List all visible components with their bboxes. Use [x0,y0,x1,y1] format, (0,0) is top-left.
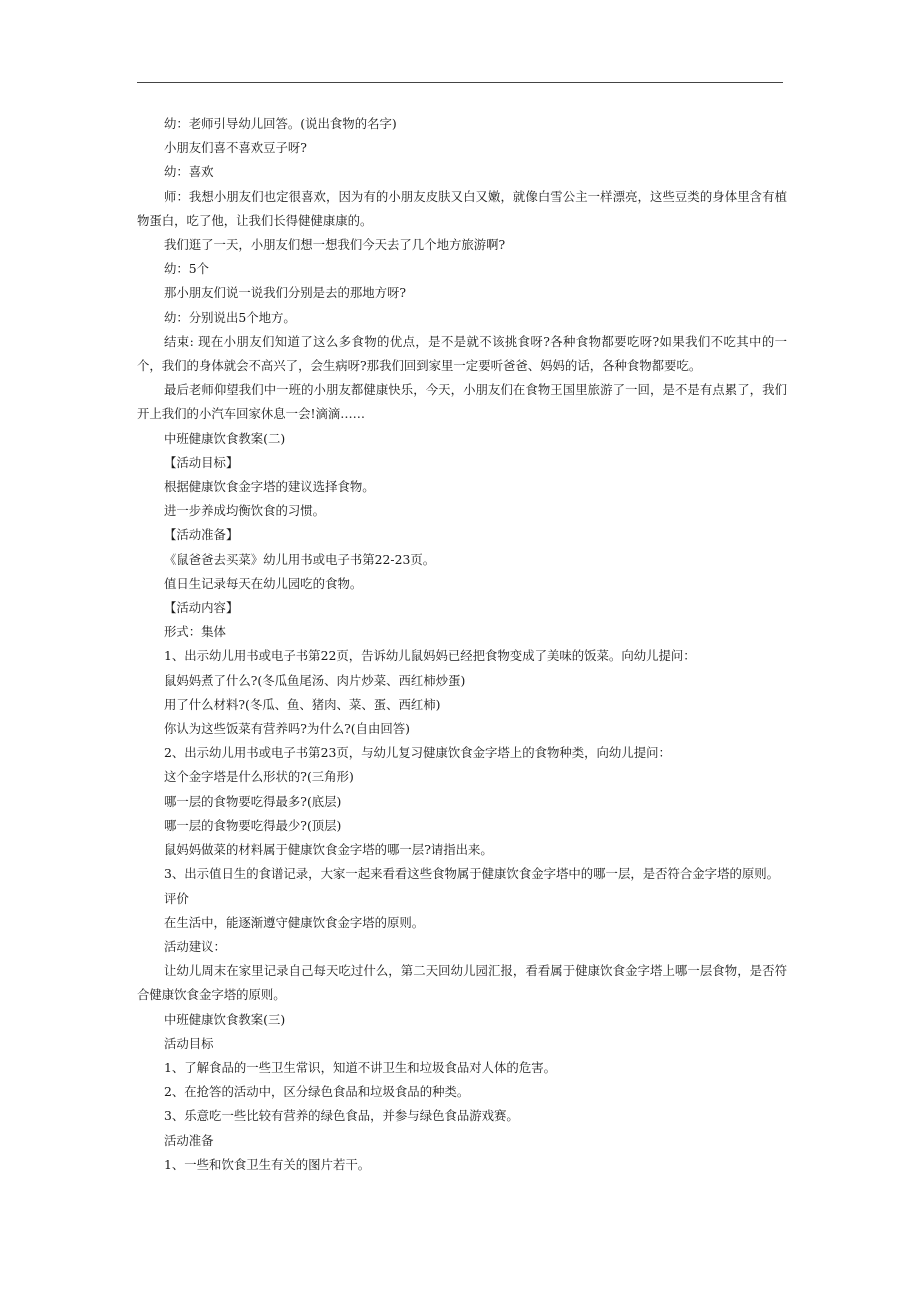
paragraph: 幼：喜欢 [164,164,214,180]
paragraph: 形式：集体 [164,624,226,640]
paragraph: 3、出示值日生的食谱记录，大家一起来看看这些食物属于健康饮食金字塔中的哪一层，是否符合金字塔的原则。 [164,866,780,882]
paragraph: 幼：老师引导幼儿回答。(说出食物的名字) [164,116,397,131]
section-heading: 【活动准备】 [164,527,239,543]
section-title: 中班健康饮食教案(三) [164,1011,286,1027]
paragraph: 1、了解食品的一些卫生常识，知道不讲卫生和垃圾食品对人体的危害。 [164,1059,556,1075]
section-heading: 【活动目标】 [164,454,239,470]
section-heading: 评价 [164,890,189,906]
paragraph: 1、出示幼儿用书或电子书第22页，告诉幼儿鼠妈妈已经把食物变成了美味的饭菜。向幼儿提问： [164,648,696,664]
paragraph: 《鼠爸爸去买菜》幼儿用书或电子书第22-23页。 [164,551,436,567]
section-title: 中班健康饮食教案(二) [164,430,286,446]
paragraph: 让幼儿周末在家里记录自己每天吃过什么，第二天回幼儿园汇报，看看属于健康饮食金字塔上哪一层食物，是否符合健康饮食金字塔的原则。 [137,963,787,1003]
paragraph: 2、出示幼儿用书或电子书第23页，与幼儿复习健康饮食金字塔上的食物种类，向幼儿提问： [164,745,671,761]
paragraph: 师：我想小朋友们也定很喜欢，因为有的小朋友皮肤又白又嫩，就像白雪公主一样漂亮，这些豆类的身体里含有植物蛋白，吃了他，让我们长得健健康康的。 [137,188,787,228]
paragraph: 1、一些和饮食卫生有关的图片若干。 [164,1156,371,1172]
paragraph: 值日生记录每天在幼儿园吃的食物。 [164,575,363,591]
paragraph: 幼：5个 [164,261,210,277]
section-heading: 活动准备 [164,1132,214,1148]
paragraph: 鼠妈妈做菜的材料属于健康饮食金字塔的哪一层?请指出来。 [164,842,493,858]
paragraph: 哪一层的食物要吃得最多?(底层) [164,793,342,809]
paragraph: 3、乐意吃一些比较有营养的绿色食品，并参与绿色食品游戏赛。 [164,1108,519,1124]
paragraph: 根据健康饮食金字塔的建议选择食物。 [164,479,375,495]
paragraph: 哪一层的食物要吃得最少?(顶层) [164,817,342,833]
paragraph: 用了什么材料?(冬瓜、鱼、猪肉、菜、蛋、西红柿) [164,696,441,712]
paragraph: 进一步养成均衡饮食的习惯。 [164,503,326,519]
paragraph: 幼：分别说出5个地方。 [164,309,296,325]
paragraph: 2、在抢答的活动中，区分绿色食品和垃圾食品的种类。 [164,1084,470,1100]
paragraph: 我们逛了一天，小朋友们想一想我们今天去了几个地方旅游啊? [164,237,506,253]
section-heading: 活动目标 [164,1035,214,1051]
paragraph: 你认为这些饭菜有营养吗?为什么?(自由回答) [164,721,410,737]
section-heading: 活动建议： [164,938,226,954]
paragraph: 那小朋友们说一说我们分别是去的那地方呀? [164,285,407,301]
section-heading: 【活动内容】 [164,600,239,616]
paragraph: 鼠妈妈煮了什么?(冬瓜鱼尾汤、肉片炒菜、西红柿炒蛋) [164,672,466,688]
paragraph: 在生活中，能逐渐遵守健康饮食金字塔的原则。 [164,914,425,930]
header-rule [137,82,783,83]
paragraph: 小朋友们喜不喜欢豆子呀? [164,140,307,156]
paragraph: 这个金字塔是什么形状的?(三角形) [164,769,354,785]
paragraph: 结束: 现在小朋友们知道了这么多食物的优点，是不是就不该挑食呀?各种食物都要吃呀?如果我们不吃其中的一个，我们的身体就会不高兴了，会生病呀?那我们回到家里一定要听爸爸、妈妈的话，各种食物都要吃。 [137,333,787,374]
paragraph: 最后老师仰望我们中一班的小朋友都健康快乐，今天，小朋友们在食物王国里旅游了一回，是不是有点累了，我们开上我们的小汽车回家休息一会!滴滴…… [137,382,787,422]
document-body [137,112,787,1177]
